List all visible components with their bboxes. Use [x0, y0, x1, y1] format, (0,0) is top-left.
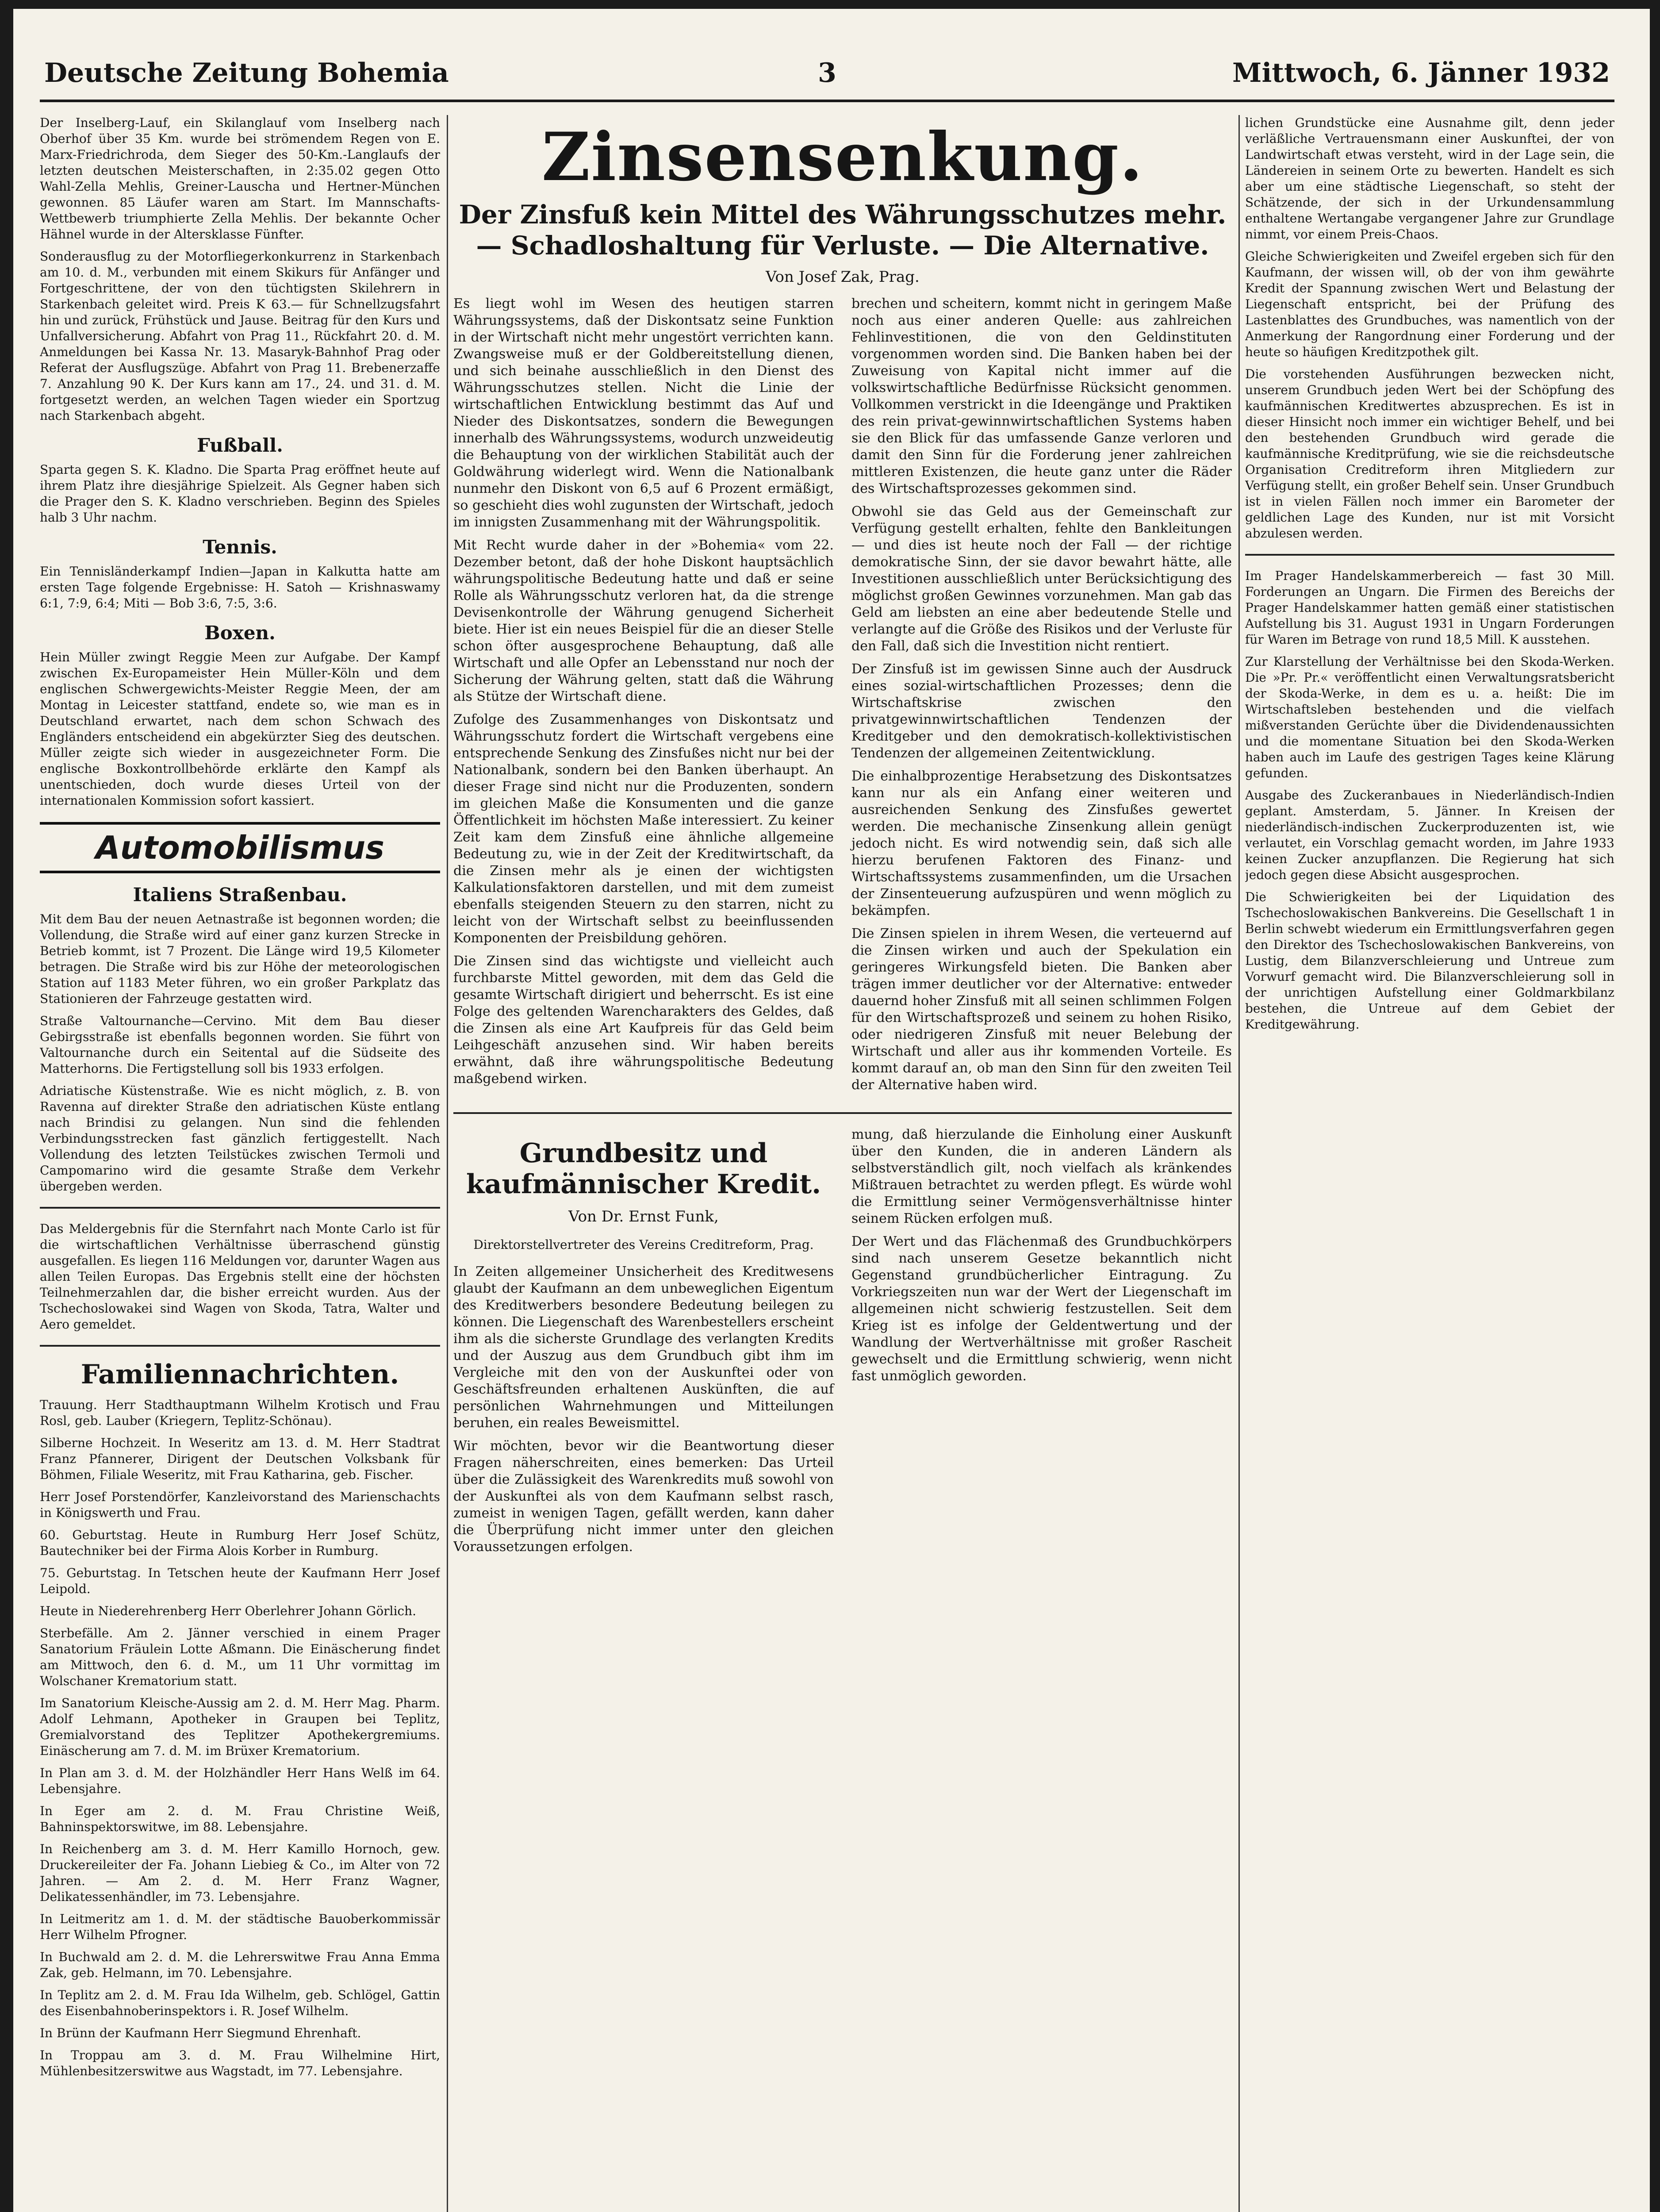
separator	[1245, 554, 1614, 556]
news-item: Ausgabe des Zuckeranbaues in Niederländisch-Indien geplant. Amsterdam, 5. Jänner. In Kreisen der niederländisch-indischen Zuckerproduzenten ist, wie verlautet, ein Vorschlag gemacht worden, im Jahre 1933 keinen Zucker anzupflanzen. Die Regierung hat sich jedoch gegen diese Absicht ausgesprochen.	[1245, 788, 1614, 882]
article-paragraph: lichen Grundstücke eine Ausnahme gilt, denn jeder verläßliche Vertrauensmann einer Auskunftei, der von Landwirtschaft etwas versteht, wird in der Lage sein, die Ländereien in seinem Orte zu bewerten. Handelt es sich aber um eine städtische Liegenschaft, so steht der Schätzende, der sich in der Urkundensammlung enthaltene Wertangabe vergangener Jahre zur Grundlage nimmt, vor einem Preis-Chaos.	[1245, 115, 1614, 242]
article-heading-italien: Italiens Straßenbau.	[133, 884, 347, 906]
middle-column	[453, 115, 1232, 2212]
article-paragraph: In Zeiten allgemeiner Unsicherheit des Kreditwesens glaubt der Kaufmann an dem unbeweglichen Eigentum des Kreditwerbers besondere Bedeutung beilegen zu können. Die Liegenschaft des Warenbestellers erscheint ihm als die sicherste Grundlage des verlangten Kredits und der Auszug aus dem Grundbuch gibt ihm im Vergleiche mit den von der Auskunftei oder von Geschäftsfreunden erhaltenen Auskünften, die auf persönlichen Wahrnehmungen und Mitteilungen beruhen, ein reales Beweismittel.	[453, 1264, 834, 1431]
sport-paragraph: Der Inselberg-Lauf, ein Skilanglauf vom Inselberg nach Oberhof über 35 Km. wurde bei strömendem Regen von E. Marx-Friedrichroda, dem Sieger des 50-Km.-Langlaufs der letzten deutschen Meisterschaften, in 2:35.02 gegen Otto Wahl-Zella Mehlis, Greiner-Lauscha und Hertner-München gewonnen. 85 Läufer waren am Start. Im Mannschafts-Wettbewerb triumphierte Zella Mehlis. Der bekannte Ocher Hähnel wurde in der Altersklasse Fünfter.	[40, 115, 440, 242]
news-item: Zur Klarstellung der Verhältnisse bei den Skoda-Werken. Die »Pr. Pr.« veröffentlicht einen Verwaltungsratsbericht der Skoda-Werke, in dem es u. a. heißt: Die im Wirtschaftsleben bestehenden und die vielfach mißverstanden Gerüchte über die Dividendenaussichten und die momentane Situation bei den Skoda-Werken haben auch im Laufe des gestrigen Tages keine Klärung gefunden.	[1245, 654, 1614, 780]
left-column	[40, 115, 440, 2212]
italien-paragraph: Adriatische Küstenstraße. Wie es nicht möglich, z. B. von Ravenna auf direkter Straße den adriatischen Küste entlang nach Brindisi zu gelangen. Nun sind die fehlenden Verbindungsstrecken fast gänzlich fertiggestellt. Nach Vollendung des letzten Teilstückes zwischen Termoli und Campomarino wird die gesamte Straße dem Verkehr übergeben werden.	[40, 1083, 440, 1194]
grundbesitz-article	[453, 1126, 1232, 1562]
italien-paragraph: Mit dem Bau der neuen Aetnastraße ist begonnen worden; die Vollendung, die Straße wird auf einer ganz kurzen Strecke in Betrieb kommt, ist 7 Prozent. Die Länge wird 19,5 Kilometer betragen. Die Straße wird bis zur Höhe der meteorologischen Station auf 1183 Meter führen, wo ein großer Parkplatz das Stationieren der Fahrzeuge gestatten wird.	[40, 912, 440, 1006]
newspaper-page	[13, 9, 1650, 2212]
family-notice: In Teplitz am 2. d. M. Frau Ida Wilhelm, geb. Schlögel, Gattin des Eisenbahnoberinspektors i. R. Josef Wilhelm.	[40, 1988, 440, 2018]
family-notice: In Eger am 2. d. M. Frau Christine Weiß, Bahninspektorswitwe, im 88. Lebensjahre.	[40, 1804, 440, 1834]
section-heading-tennis: Tennis.	[203, 536, 277, 558]
article-paragraph: Obwohl sie das Geld aus der Gemeinschaft zur Verfügung gestellt erhalten, fehlte den Bankleitungen — und dies ist heute noch der Fall — der richtige demokratische Sinn, der sie davor bewahrt hätte, alle Investitionen ausschließlich unter Berücksichtigung des möglichst großen Gewinnes vorzunehmen. Man gab das Geld am liebsten an eine aber bedeutende Stelle und verlangte auf die Größe des Risikos und der Verluste für den Fall, daß sich die Investition nicht rentiert.	[851, 504, 1232, 654]
family-notice: 75. Geburtstag. In Tetschen heute der Kaufmann Herr Josef Leipold.	[40, 1566, 440, 1596]
column-divider	[447, 115, 448, 2212]
boxen-text: Hein Müller zwingt Reggie Meen zur Aufgabe. Der Kampf zwischen Ex-Europameister Hein Müller-Köln und dem englischen Schwergewichts-Meister Reggie Meen, der am Montag in Leicester stattfand, endete so, wie man es in Deutschland erwartet, nach dem schon Schwach des Engländers entscheidend ein abgekürzter Sieg des deutschen. Müller zeigte sich wieder in ausgezeichneter Form. Die englische Boxkontrollbehörde erklärte den Kampf als unentschieden, doch wurde dieses Urteil von der internationalen Kommission sofort kassiert.	[40, 650, 440, 808]
family-notice: Sterbefälle. Am 2. Jänner verschied in einem Prager Sanatorium Fräulein Lotte Aßmann. Die Einäscherung findet am Mittwoch, den 6. d. M., um 11 Uhr vormittag im Wolschaner Krematorium statt.	[40, 1626, 440, 1688]
fussball-text: Sparta gegen S. K. Kladno. Die Sparta Prag eröffnet heute auf ihrem Platz ihre diesjährige Spielzeit. Als Gegner haben sich die Prager den S. K. Kladno verschrieben. Beginn des Spieles halb 3 Uhr nachm.	[40, 462, 440, 525]
article-paragraph: Der Zinsfuß ist im gewissen Sinne auch der Ausdruck eines sozial-wirtschaftlichen Prozesses; denn die Wirtschaftskrise zwischen den privatgewinnwirtschaftlichen Tendenzen der Kreditgeber und den demokratisch-kollektivistischen Tendenzen der allgemeinen Zeitentwicklung.	[851, 661, 1232, 761]
family-notice: Trauung. Herr Stadthauptmann Wilhelm Krotisch und Frau Rosl, geb. Lauber (Kriegern, Teplitz-Schönau).	[40, 1398, 440, 1428]
news-item: Die Schwierigkeiten bei der Liquidation des Tschechoslowakischen Bankvereins. Die Gesellschaft 1 in Berlin schwebt wiederum ein Ermittlungsverfahren gegen den Direktor des Tschechoslowakischen Bankvereins, von Lustig, dem Bilanzverschleierung und Untreue zum Vorwurf gemacht wird. Die Bilanzverschleierung soll in der unrichtigen Aufstellung einer Goldmarkbilanz bestehen, die Untreue auf dem Gebiet der Kreditgewährung.	[1245, 890, 1614, 1032]
family-notice: In Buchwald am 2. d. M. die Lehrerswitwe Frau Anna Emma Zak, geb. Helmann, im 70. Lebensjahre.	[40, 1950, 440, 1980]
newspaper-name: Deutsche Zeitung Bohemia	[44, 58, 449, 88]
article-paragraph: mung, daß hierzulande die Einholung einer Auskunft über den Kunden, die in anderen Ländern als selbstverständlich gilt, noch vielfach als kränkendes Mißtrauen betrachtet zu werden pflegt. Es würde wohl die Ermittlung seiner Vermögensverhältnisse hinter seinem Rücken erfolgen muß.	[851, 1127, 1232, 1226]
issue-date: Mittwoch, 6. Jänner 1932	[1232, 58, 1610, 88]
separator	[40, 1345, 440, 1347]
family-notice: 60. Geburtstag. Heute in Rumburg Herr Josef Schütz, Bautechniker bei der Firma Alois Korber in Rumburg.	[40, 1528, 440, 1558]
main-article-subtitle: Der Zinsfuß kein Mittel des Währungsschutzes mehr. — Schadloshaltung für Verluste. — Die Alternative.	[459, 200, 1227, 261]
section-heading-familien: Familiennachrichten.	[81, 1359, 399, 1390]
section-heading-automobilismus: Automobilismus	[40, 822, 440, 873]
family-notice: In Leitmeritz am 1. d. M. der städtische Bauoberkommissär Herr Wilhelm Pfrogner.	[40, 1912, 440, 1942]
section-heading-boxen: Boxen.	[204, 622, 276, 644]
page-header	[44, 58, 1610, 97]
tennis-text: Ein Tennisländerkampf Indien—Japan in Kalkutta hatte am ersten Tage folgende Ergebnisse: H. Satoh — Krishnaswamy 6:1, 7:9, 6:4; Miti — Bob 3:6, 7:5, 3:6.	[40, 564, 440, 611]
separator	[453, 1112, 1232, 1114]
article-paragraph: Die Zinsen sind das wichtigste und vielleicht auch furchbarste Mittel geworden, mit dem das Geld die gesamte Wirtschaft dirigiert und beherrscht. Es ist eine Folge des geltenden Warencharakters des Geldes, daß die Zinsen als eine Art Kaufpreis für das Geld beim Leihgeschäft anzusehen sind. Wir haben bereits erwähnt, daß ihre währungspolitische Bedeutung maßgebend wirken.	[453, 953, 834, 1087]
article-paragraph: Gleiche Schwierigkeiten und Zweifel ergeben sich für den Kaufmann, der wissen will, ob der von ihm gewährte Kredit der Spannung zwischen Wert und Belastung der Liegenschaft entspricht, bei der Prüfung des Lastenblattes des Grundbuches, was namentlich von der Anmerkung der Rangordnung einer Forderung und der heute so häufigen Kreditzpothek gilt.	[1245, 249, 1614, 359]
main-article-body	[453, 296, 1232, 1100]
page-number: 3	[818, 58, 836, 88]
article-paragraph: Die vorstehenden Ausführungen bezwecken nicht, unserem Grundbuch jeden Wert bei der Schöpfung des kaufmännischen Kreditwertes abzusprechen. Es ist in dieser Hinsicht noch immer ein wichtiger Behelf, und bei den bestehenden Grundbuch wird gerade die kaufmännische Kreditprüfung, wie sie die reichsdeutsche Organisation Creditreform ihren Mitgliedern zur Verfügung stellt, ein großer Behelf sein. Unser Grundbuch ist in vielen Fällen noch immer ein Barometer der geldlichen Lage des Kunden, nur ist mit Vorsicht abzulesen werden.	[1245, 367, 1614, 541]
family-notice: In Brünn der Kaufmann Herr Siegmund Ehrenhaft.	[40, 2026, 361, 2040]
article-paragraph: Der Wert und das Flächenmaß des Grundbuchkörpers sind nach unserem Gesetze bekanntlich nicht Gegenstand grundbücherlicher Eintragung. Zu Vorkriegszeiten nun war der Wert der Liegenschaft im allgemeinen nicht schwierig festzustellen. Seit dem Krieg ist es infolge der Geldentwertung und der Wandlung der Wertverhältnisse mit großer Rascheit gewechselt und die Ermittlung schwierig, wenn nicht fast unmöglich geworden.	[851, 1234, 1232, 1384]
grundbesitz-title: Grundbesitz und kaufmännischer Kredit.	[466, 1138, 821, 1200]
article-paragraph: Die einhalbprozentige Herabsetzung des Diskontsatzes kann nur als ein Anfang einer weiteren und ausreichenden Senkung des Zinsfußes gewertet werden. Die mechanische Zinsenkung allein genügt jedoch nicht. Es wird notwendig sein, daß sich alle hierzu berufenen Faktoren des Finanz- und Wirtschaftssystems zusammenfinden, um die Ursachen der Zinsenteuerung aufzuspüren und wenn möglich zu bekämpfen.	[851, 768, 1232, 918]
family-notice: In Plan am 3. d. M. der Holzhändler Herr Hans Welß im 64. Lebensjahre.	[40, 1766, 440, 1796]
article-paragraph: Zufolge des Zusammenhanges von Diskontsatz und Währungsschutz fordert die Wirtschaft vergebens eine entsprechende Senkung des Zinsfußes nicht nur bei der Nationalbank, sondern bei den Banken überhaupt. An dieser Frage sind nicht nur die Produzenten, sondern im gleichen Maße die Konsumenten und die ganze Öffentlichkeit im höchsten Maße interessiert. Zu keiner Zeit kam dem Zinsfuß eine ähnliche allgemeine Bedeutung zu, wie in der Zeit der Kreditwirtschaft, da die Zinsen mehr als je einen der wichtigsten Kalkulationsfaktoren darstellen, und mit dem zumeist ebenfalls steigenden Steuern zu den starren, nicht zu leicht von der Wirtschaft selbst zu beeinflussenden Komponenten der Preisbildung gehören.	[453, 712, 834, 946]
monte-carlo-text: Das Meldergebnis für die Sternfahrt nach Monte Carlo ist für die wirtschaftlichen Verhältnisse überraschend günstig ausgefallen. Es liegen 116 Meldungen vor, darunter Wagen aus allen Teilen Europas. Das Ergebnis stellt eine der höchsten Teilnehmerzahlen dar, die bisher erreicht wurden. Aus der Tschechoslowakei sind Wagen von Skoda, Tatra, Walter und Aero gemeldet.	[40, 1221, 440, 1332]
article-paragraph: Mit Recht wurde daher in der »Bohemia« vom 22. Dezember betont, daß der hohe Diskont hauptsächlich währungspolitische Bedeutung hatte und daß er seine Rolle als Währungsschutz verloren hat, da die strenge Devisenkontrolle der Währung genugend Sicherheit biete. Hier ist ein neues Beispiel für die an dieser Stelle schon öfter ausgesprochene Behauptung, daß alle Wirtschaft und alle Opfer an Lebensstand nur noch der Sicherung der Währung gelten, statt daß die Währung als Stütze der Wirtschaft diene.	[453, 538, 834, 704]
family-notice: Im Sanatorium Kleische-Aussig am 2. d. M. Herr Mag. Pharm. Adolf Lehmann, Apotheker in Graupen bei Teplitz, Gremialvorstand des Teplitzer Apothekergremiums. Einäscherung am 7. d. M. im Brüxer Krematorium.	[40, 1696, 440, 1758]
italien-paragraph: Straße Valtournanche—Cervino. Mit dem Bau dieser Gebirgsstraße ist ebenfalls begonnen worden. Sie führt von Valtournanche durch ein Seitental auf die Südseite des Matterhorns. Die Fertigstellung soll bis 1933 erfolgen.	[40, 1014, 440, 1076]
right-column	[1245, 115, 1614, 2212]
news-item: Im Prager Handelskammerbereich — fast 30 Mill. Forderungen an Ungarn. Die Firmen des Bereichs der Prager Handelskammer hatten gemäß einer statistischen Aufstellung bis 31. August 1931 in Ungarn Forderungen für Waren im Betrage von rund 18,5 Mill. K ausstehen.	[1245, 568, 1614, 647]
family-notice: Heute in Niederehrenberg Herr Oberlehrer Johann Görlich.	[40, 1604, 417, 1618]
family-notice: Herr Josef Porstendörfer, Kanzleivorstand des Marienschachts in Königswerth und Frau.	[40, 1490, 440, 1520]
family-notice: In Troppau am 3. d. M. Frau Wilhelmine Hirt, Mühlenbesitzerswitwe aus Wagstadt, im 77. Lebensjahre.	[40, 2048, 440, 2078]
section-heading-fussball: Fußball.	[197, 434, 283, 456]
family-notice: Silberne Hochzeit. In Weseritz am 13. d. M. Herr Stadtrat Franz Pfannerer, Dirigent der Deutschen Volksbank für Böhmen, Filiale Weseritz, mit Frau Katharina, geb. Fischer.	[40, 1436, 440, 1482]
grundbesitz-byline: Von Dr. Ernst Funk,	[568, 1208, 719, 1225]
main-article-title: Zinsensenkung.	[541, 118, 1144, 196]
main-article-byline: Von Josef Zak, Prag.	[766, 268, 920, 286]
article-paragraph: brechen und scheitern, kommt nicht in geringem Maße noch aus einer anderen Quelle: aus zahlreichen Fehlinvestitionen, die von den Geldinstituten vorgenommen worden sind. Die Banken haben bei der Zuweisung von Kapital nicht immer auf die volkswirtschaftliche Bedürfnisse Rücksicht genommen. Vollkommen verstrickt in die Ideengänge und Praktiken des rein privat-gewinnwirtschaftlichen Systems haben sie den Blick für das umfassende Ganze verloren und damit den Sinn für die Forderung jener zahlreichen mittleren Existenzen, die heute ganz unter die Räder des Wirtschaftsprozesses gekommen sind.	[851, 296, 1232, 496]
header-rule	[40, 100, 1614, 102]
article-paragraph: Die Zinsen spielen in ihrem Wesen, die verteuernd auf die Zinsen wirken und auch der Spekulation ein geringeres Wirkungsfeld bieten. Die Banken aber trägen immer deutlicher vor der Alternative: entweder dauernd hoher Zinsfuß mit all seinen schlimmen Folgen für den Wirtschaftsprozeß und seinem zu hohen Risiko, oder niedrigeren Zinsfuß mit neuer Belebung der Wirtschaft und aller aus ihr kommenden Vorteile. Es kommt darauf an, ob man den Sinn für den zweiten Teil der Alternative haben wird.	[851, 926, 1232, 1093]
separator	[40, 1207, 440, 1209]
grundbesitz-author-role: Direktorstellvertreter des Vereins Creditreform, Prag.	[473, 1237, 814, 1252]
sport-paragraph: Sonderausflug zu der Motorfliegerkonkurrenz in Starkenbach am 10. d. M., verbunden mit einem Skikurs für Anfänger und Fortgeschrittene, der von den tüchtigsten Skilehrern in Starkenbach geleitet wird. Preis K 63.— für Schnellzugsfahrt hin und zurück, Frühstück und Jause. Beitrag für den Kurs und Unfallversicherung. Abfahrt von Prag 11., Rückfahrt 20. d. M. Anmeldungen bei Kassa Nr. 13. Masaryk-Bahnhof Prag oder Referat der Ausflugszüge. Abfahrt von Prag 11. Brebenerzaffe 7. Anzahlung 90 K. Der Kurs kann am 17., 24. und 31. d. M. fortgesetzt werden, an welchen Tagen wieder ein Sportzug nach Starkenbach abgeht.	[40, 249, 440, 423]
article-paragraph: Wir möchten, bevor wir die Beantwortung dieser Fragen näherschreiten, eines bemerken: Das Urteil über die Zulässigkeit des Warenkredits muß sowohl von der Auskunftei als von dem Kaufmann selbst rasch, zumeist in wenigen Tagen, gefällt werden, kann daher die Überprüfung nicht immer unter den gleichen Voraussetzungen erfolgen.	[453, 1438, 834, 1555]
family-notice: In Reichenberg am 3. d. M. Herr Kamillo Hornoch, gew. Druckereileiter der Fa. Johann Liebieg & Co., im Alter von 72 Jahren. — Am 2. d. M. Herr Franz Wagner, Delikatessenhändler, im 73. Lebensjahre.	[40, 1842, 440, 1904]
article-paragraph: Es liegt wohl im Wesen des heutigen starren Währungssystems, daß der Diskontsatz seine Funktion in der Wirtschaft nicht mehr ungestört verrichten kann. Zwangsweise muß er der Goldbereitstellung dienen, und sich beinahe ausschließlich in den Dienst des Währungsschutzes stellen. Nicht die Linie der wirtschaftlichen Entwicklung bestimmt das Auf und Nieder des Diskontsatzes, sondern die Bewegungen innerhalb des Währungssystems, wodurch unzweideutig die Behauptung von der wirklichen Stabilität auch der Goldwährung widerlegt wird. Wenn die Nationalbank nunmehr den Diskont von 6,5 auf 6 Prozent ermäßigt, so geschieht dies wohl zugunsten der Wirtschaft, jedoch im innigsten Zusammenhang mit der Währungspolitik.	[453, 296, 834, 530]
column-divider	[1238, 115, 1240, 2212]
